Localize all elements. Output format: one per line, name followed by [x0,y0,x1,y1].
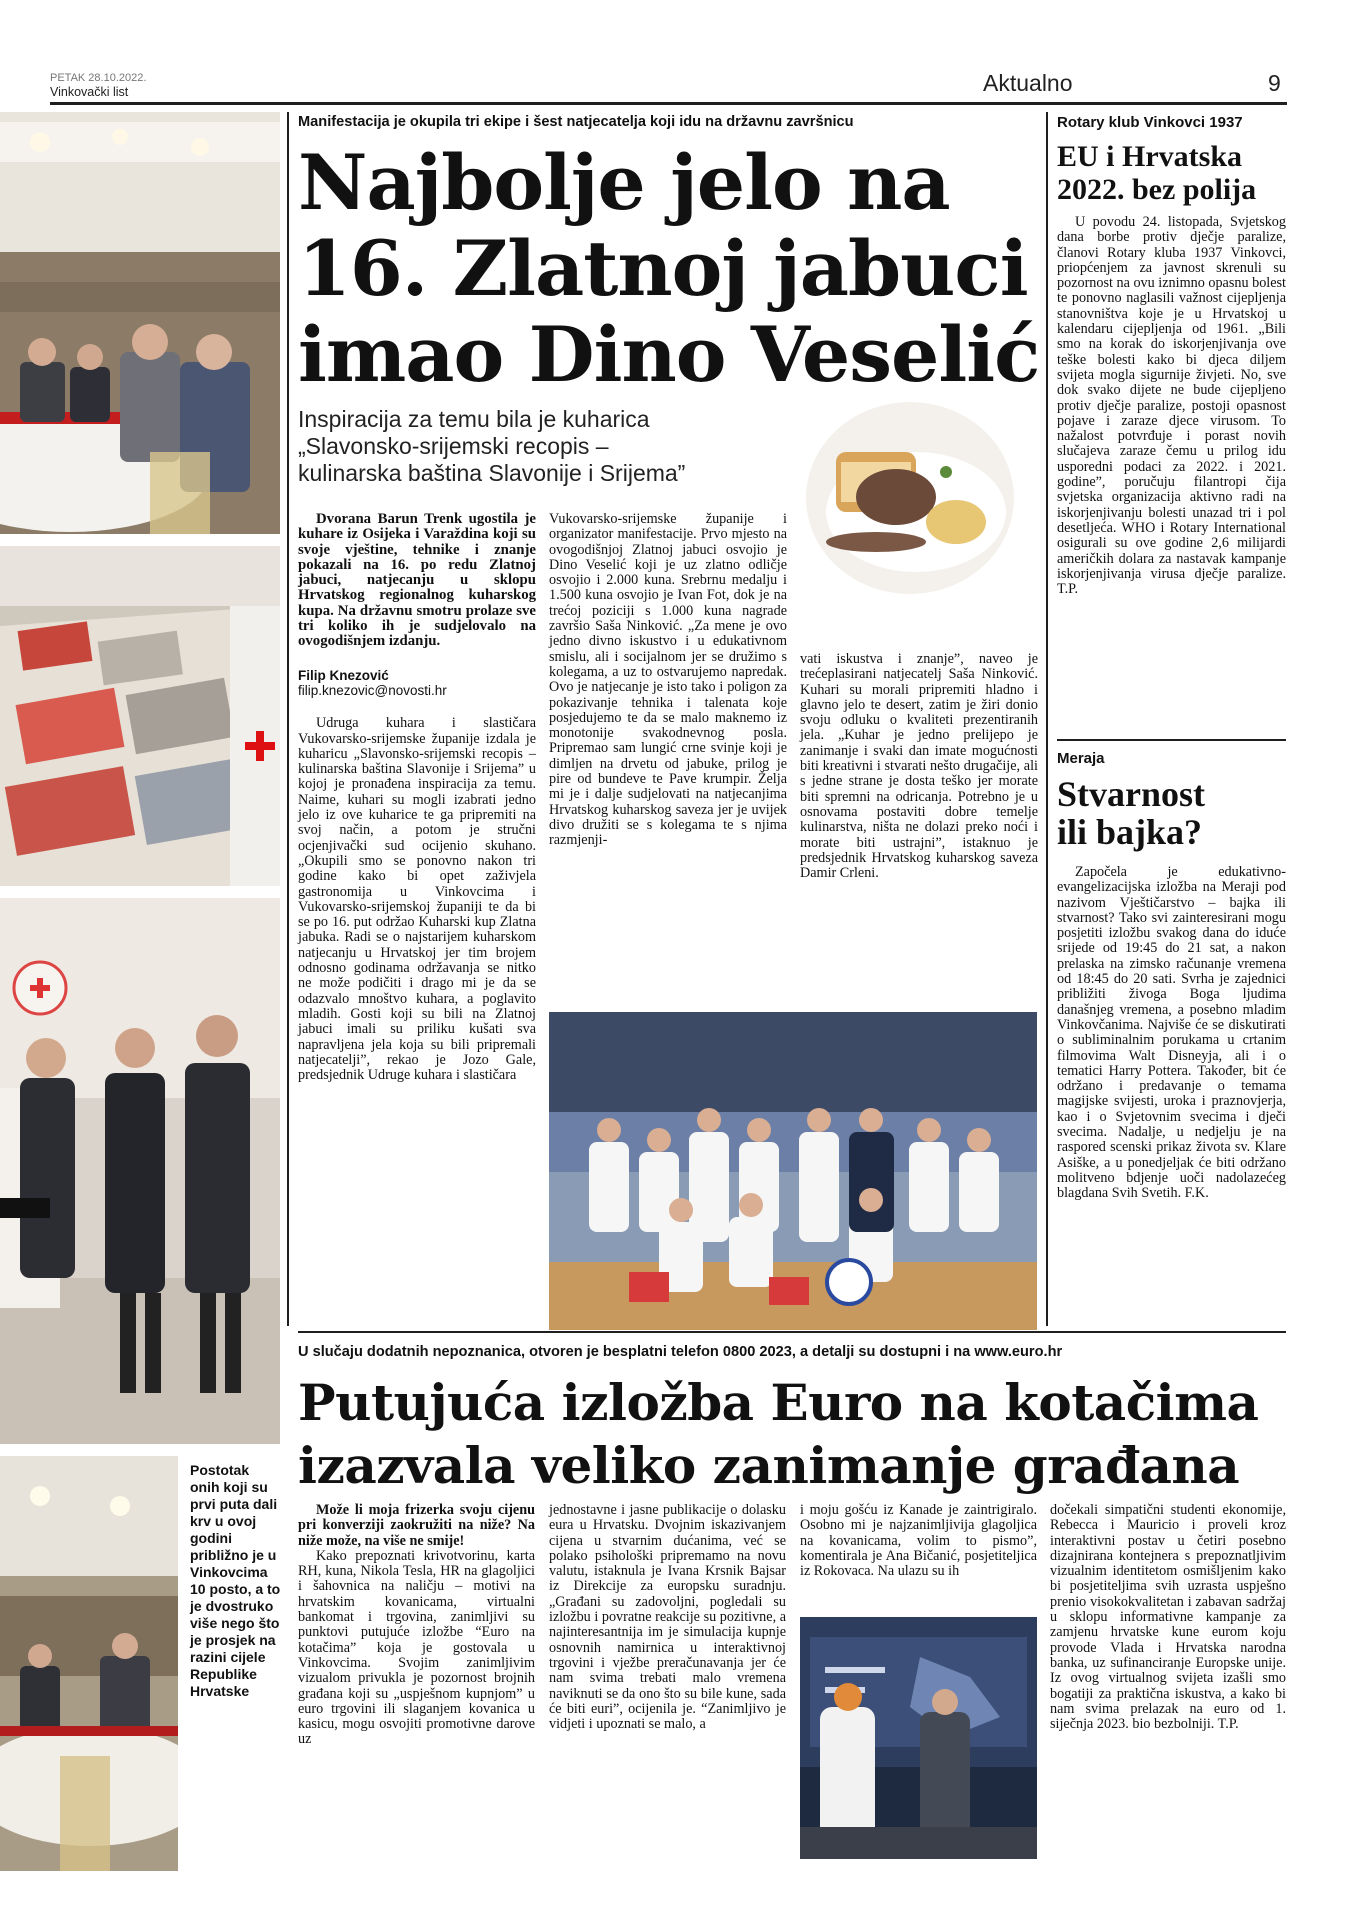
main-headline-line: Najbolje jelo na [298,138,950,227]
sidebar-divider [1046,112,1048,1326]
section-rule [298,1331,1286,1333]
paper-name: Vinkovački list [50,85,129,99]
rotary-text-block [1057,215,1286,597]
dish-photo [806,402,1014,594]
meraja-kicker: Meraja [1057,750,1105,767]
page-number: 9 [1268,70,1281,96]
main-kicker: Manifestacija je okupila tri ekipe i šest natjecatelja koji idu na državnu završnicu [298,114,854,130]
meraja-text-block [1057,865,1286,1202]
euro-headline [298,1371,1258,1497]
euro-headline-line: Putujuća izložba Euro na kotačima [298,1373,1259,1432]
main-body-col2: Vukovarsko-srijemske županije i organizator manifestacije. Prvo mjesto na ovogodišnjoj Zlatnoj jabuci osvojio je Dino Veselić koji je uz zlatno odličje osvojio i 2.000 kuna. Srebrnu medalju i 1.500 kuna osvojio je Ivan Fot, dok je na trećoj poziciji s 1.000 kuna nagrade završio Saša Ninković. „Za mene je ovo jedno divno iskustvo i u edukativnom smislu, ali i socijalnom jer se družimo s kolegama, a uz to ostvarujemo napredak. Ovo je natjecanje je isto tako i poligon za pokazivanje tehnika i talenata koje posjedujemo te da se malo maknemo iz monotonije svakodnevnog posla. Pripremao sam lungić crne svinje koji je dimljen na drvetu od jabuke, prilog je pire od bundeve te Pave krumpir. Želja mi je i dalje sudjelovati na natjecanjima Hrvatskog kuharskog saveza jer je uvijek divo družiti se s kolegama te s njima razmjenji- [549,511,787,849]
blood-donation-photo [0,1456,178,1871]
euro-body-col1: Kako prepoznati krivotvorinu, karta RH, kuna, Nikola Tesla, HR na glagoljici i šahovnica na naličju – motivi na hrvatskim kovanicama, virtualni bankomat i trgovina, zanimljivi su punktovi putujuće izložbe “Euro na kotačima” koja je gostovala u Vinkovcima. Svojim zanimljivim vizualom privukla je pozornost brojnih građana koji su „uspješnom kupnjom” u euro trgovini ili slaganjem kovanica u kasicu, mogu osvojiti promotivne darove uz [298,1547,535,1748]
header-rule [50,102,1287,105]
euro-col-3 [800,1503,1037,1579]
main-col-1 [298,512,536,1083]
main-headline-line: 16. Zlatnoj jabuci [298,224,1028,313]
euro-col-2 [549,1503,786,1732]
cookbooks-photo [0,546,280,886]
main-body-col1: Udruga kuhara i slastičara Vukovarsko-srijemske županije izdala je kuharicu „Slavonsko-srijemski recopis – kulinarska baština Slavonije i Srijema” u kojoj je pronađena inspiracija za temu. Naime, kuhari su mogli izabrati jedno jelo iz ove kuharice te ga pripremiti na svoj način, a potom je stručni ocjenjivački sud ocijenio skuhano. „Okupili smo se ponovno nakon tri godine kako bi opet zaživjela gastronomija u Vinkovcima i Vukovarsko-srijemskoj županiji te da bi se po 16. put održao Kuharski kup Zlatna jabuka. Radi se o najstarijem kuharskom natjecanju u Hrvatskoj jer tim brojem odnosno godinama održavanja se nitko ne može podičiti i drago mi je da se odazvalo mnoštvo kuhara, a poglavito mladih. Gosti koji su bili na Zlatnoj jabuci imali su priliku kušati sva napravljena jela koja su bili pripremali natjecatelji”, rekao je Jozo Gale, predsjednik Udruge kuhara i slastičara [298,715,536,1084]
main-subtitle [298,406,685,487]
euro-body-col2: jednostavne i jasne publikacije o dolasku eura u Hrvatsku. Dvojnim iskazivanjem cijena u stvarnim dućanima, već se polako psihološki pripremamo na novu valutu, istaknula je Ivana Krsnik Bajsar iz Direkcije za europsku suradnju. „Građani su zadovoljni, pogledali su izložbu i povratne reakcije su pozitivne, a najinteresantnija im je simulacija kupnje osnovnih namirnica u interaktivnoj trgovini i vježbe preračunavanja jer će nam svima trebati malo vremena naviknuti se da ono što su bile kune, sada će biti euri”, ocijenila je. “Zanimljivo je vidjeti i upoznati se malo, a [549,1502,786,1733]
blood-caption: Postotak onih koji su prvi puta dali krv u ovoj godini približno je u Vinkovcima 10 posto, a to je dvostruko više nego što je prosjek na razini cijele Republike Hrvatske [190,1462,281,1699]
banquet-photo [0,112,280,534]
euro-kicker: U slučaju dodatnih nepoznanica, otvoren je besplatni telefon 0800 2023, a detalji su dostupni i na www.euro.hr [298,1344,1063,1360]
meraja-headline-line: ili bajka? [1057,812,1203,852]
subtitle-line: Inspiracija za temu bila je kuharica [298,406,650,432]
subtitle-line: kulinarska baština Slavonije i Srijema” [298,460,686,486]
meraja-headline [1057,775,1205,851]
euro-headline-line: izazvala veliko zanimanje građana [298,1436,1240,1495]
meraja-body: Započela je edukativno-evangelizacijska izložba na Meraji pod nazivom Vještičarstvo – bajka ili stvarnost? Tako svi zainteresirani mogu posjetiti izložbu svakog dana do iduće srijede od 19:45 do 21 sat, a nakon prelaska na zimsko računanje vremena od 18:45 do 20 sati. Svrha je zajednici približiti živoga Boga ljudima današnjeg vremena, a posebno mladim Vinkovčanima. Najviše će se diskutirati o subliminalnim porukama u crtanim filmovima Walt Disneyja, ali i o tematici Harry Pottera. Također, bit će održano i predavanje o temama magijske svijesti, uroka i praznovjerja, kao i o Svjetovnim svecima i dječi svecima. Nadalje, u nedjelju je na raspored scenski prikaz života sv. Klare Asiške, a u ponedjeljak će biti održano molitveno bdjenje uoči nadolazećeg blagdana Svih Svetih. F.K. [1057,864,1286,1202]
rotary-body: U povodu 24. listopada, Svjetskog dana borbe protiv dječje paralize, članovi Rotary kluba 1937 Vinkovci, priopćenjem za javnost skrenuli su pozornost na ovu iznimno opasnu bolest te ponovno naglasili važnost cijepljenja stanovništva koje je u Hrvatskoj u kalendaru cijepljenja od 1961. „Bili smo na korak do iskorjenjivanja ove teške bolesti kako bi djeca diljem svijeta mogla sigurnije živjeti. No, sve dok svako dijete ne bude cijepljeno protiv dječje paralize, postoji opasnost pojave i zaraze djece virusom. To nažalost potvrđuje i porast novih slučajeva zaraze čemu u prilog idu usporedni podaci za 2022. i 2021. godine”, poručuju filantropi čija svjetska organizacija aktivno radi na iskorjenjivanju bolesti unazad tri i pol desetljeća. WHO i Rotary International osigurali su ove godine 2,6 milijardi američkih dolara za nastavak kampanje iskorjenjivanja virusa dječje paralize. T.P. [1057,214,1286,598]
euro-body-col4: dočekali simpatični studenti ekonomije, Rebecca i Mauricio i proveli kroz interaktivni postav u četiri posebno dizajnirana kontejnera s prepoznatljivim vizualnim identitetom osmišljenim kako bi posjetiteljima svih uzrasta uspješno prenio visokokvalitetan i zabavan sadržaj u sklopu informativne kampanje za zamjenu hrvatske kune eurom koju provode Vlada i Hrvatska narodna banka, uz sufinanciranje Europske unije. Iz ovog virtualnog svijeta izašli smo bogatiji za praktična iskustva, a kako bi nam svima prelazak na euro od 1. siječnja 2023. bio bezbolniji. T.P. [1050,1502,1286,1733]
euro-exhibition-photo [800,1617,1037,1859]
main-col-2 [549,512,787,849]
author-name: Filip Knezović [298,667,389,683]
main-headline-line: imao Dino Veselić [298,310,1040,399]
issue-date: PETAK 28.10.2022. [50,72,147,84]
section-name: Aktualno [983,70,1073,96]
officials-photo [0,898,280,1444]
column-divider [287,112,289,1326]
subtitle-line: „Slavonsko-srijemski recopis – [298,433,609,459]
chefs-group-photo [549,1012,1037,1330]
rotary-headline [1057,140,1256,206]
rotary-headline-line: EU i Hrvatska [1057,140,1243,173]
main-body-col3: vati iskustva i znanje”, naveo je trećeplasirani natjecatelj Saša Ninković. Kuhari su morali pripremiti hladno i glavno jelo te desert, zatim je žiri donio svoju odluku o kvaliteti prezentiranih jela. „Kuhar je jedno prelijepo je zanimanje i svaki dan imate mogućnosti biti kreativni i stvarati nešto drugačije, ali s jedne strane je dosta teško jer morate biti spremni na odricanja. Potrebno je u osnovama postaviti dobre temelje kulinarstva, ništa ne dolazi preko noći i morate biti ustrajni”, istaknuo je predsjednik Hrvatskog kuharskog saveza Damir Crleni. [800,651,1038,882]
euro-col-1 [298,1503,535,1748]
euro-body-col3: i moju gošću iz Kanade je zaintrigiralo. Osobno mi je najzanimljivija glagoljica na kovanicama, volim to pismo”, komentirala je Ana Bičanić, posjetiteljica iz Rokovaca. Na ulazu su ih [800,1502,1037,1580]
rotary-kicker: Rotary klub Vinkovci 1937 [1057,114,1243,131]
author-email: filip.knezovic@novosti.hr [298,682,447,698]
main-headline [298,140,1039,398]
main-col-3 [800,652,1038,881]
meraja-headline-line: Stvarnost [1057,774,1206,814]
rotary-headline-line: 2022. bez polija [1057,173,1257,206]
sidebar-separator [1057,739,1286,741]
main-lead: Dvorana Barun Trenk ugostila je kuhare iz Osijeka i Varaždina koji su svoje vještine, tehnike i znanje pokazali na 16. po redu Zlatnoj jabuci, natjecanju u sklopu Hrvatskog regionalnog kuharskog kupa. Na državnu smotru prolaze sve tri koliko ih je sudjelovalo na ovogodišnjem izdanju. [298,511,536,650]
euro-lead: Može li moja frizerka svoju cijenu pri konverziji zaokružiti na niže? Na niže može, na više ne smije! [298,1502,535,1549]
euro-col-4 [1050,1503,1286,1732]
